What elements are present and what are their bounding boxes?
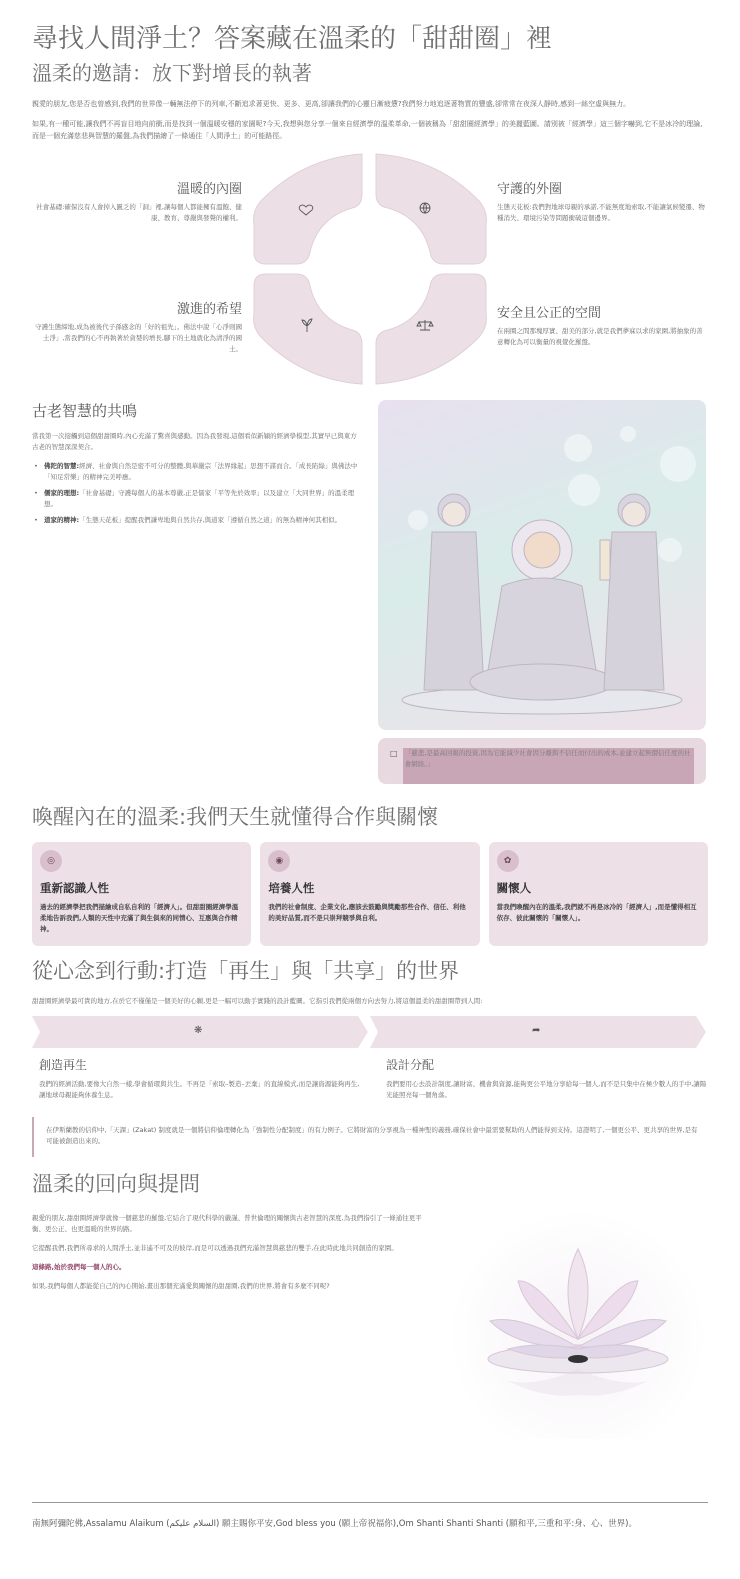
- reflect-closing: 如果,我們每個人都能從自己的內心開始,畫出那個充滿愛與關懷的甜甜圈,我們的世界,將會有多麼不同呢?: [32, 1282, 330, 1290]
- column-regenerate: [32, 1056, 361, 1101]
- quadrant-inner-circle: [32, 178, 242, 224]
- donut-segment-bl: [254, 274, 362, 384]
- card-cultivate-humanity: [260, 842, 479, 946]
- wisdom-section: [32, 400, 708, 800]
- awaken-section: [32, 802, 708, 946]
- chat-icon: □: [390, 749, 398, 758]
- list-item: [32, 515, 360, 526]
- card-rethink-humanity: [32, 842, 251, 946]
- awaken-title: 喚醒內在的溫柔:我們天生就懂得合作與關懷: [32, 805, 439, 829]
- card-text: 過去的經濟學把我們描繪成自私自利的「經濟人」。但甜甜圈經濟學溫柔地告訴我們,人類的天性中充滿了與生俱來的同情心、互惠與合作精神。: [40, 903, 239, 933]
- footer-blessing: 南無阿彌陀佛,Assalamu Alaikum (السلام عليكم) 願主賜你平安,God bless you (願上帝祝福你),Om Shanti Shanti Shanti (願和平,三重和平:身、心、世界)。: [32, 1519, 638, 1529]
- donut-segment-br: [376, 274, 486, 384]
- column-title: 創造再生: [39, 1058, 88, 1072]
- intro-paragraph: 如果,有一種可能,讓我們不再盲目地向前衝,而是找到一個溫暖安穩的家園呢?今天,我想與您分享一個來自經濟學的溫柔革命,一個被稱為「甜甜圈經濟學」的美麗藍圖。請別被「經濟學」這三個字嚇到,它不是冰冷的理論,而是一個充滿慈悲與智慧的羅盤,為我們描繪了一條通往「人間淨土」的可能路徑。: [32, 120, 703, 140]
- care-icon: ✿: [497, 850, 519, 872]
- list-item-label: 儒家的理想:: [44, 489, 80, 497]
- lotus-svg: [448, 1209, 708, 1439]
- card-title: 重新認識人性: [40, 881, 109, 895]
- donut-svg: [250, 150, 490, 388]
- column-text: 我們要用心去設計制度,讓財富、機會與資源,能夠更公平地分享給每一個人,而不是只集中在極少數人的手中,讓陽光能照亮每一個角落。: [386, 1080, 707, 1099]
- quadrant-text: 守護生態締地,成為被後代子孫感念的「好的祖先」。佛法中說「心淨則國土淨」,當我們的心不再執著於貪婪的增長,腳下的土地就化為清淨的國土。: [35, 323, 242, 353]
- quadrant-title: 安全且公正的空間: [497, 306, 602, 321]
- page-title: 尋找人間淨土？答案藏在溫柔的「甜甜圈」裡: [32, 24, 553, 54]
- page-subtitle: 溫柔的邀請：放下對增長的執著: [32, 61, 312, 85]
- reflect-text: [32, 1169, 428, 1300]
- zakat-note: [32, 1117, 708, 1157]
- action-columns: [32, 1056, 708, 1101]
- three-sages-illustration: [378, 400, 706, 730]
- list-item-text: 「社會基礎」守護每個人的基本尊嚴,正是儒家「平等先於效率」以及建立「大同世界」的溫柔理想。: [44, 489, 355, 508]
- card-title: 關懷人: [496, 881, 532, 895]
- quadrant-title: 溫暖的內圈: [176, 182, 242, 197]
- cycle-icon: ❋: [194, 1025, 203, 1036]
- quadrant-safe-space: [497, 302, 707, 348]
- reflect-section: [32, 1169, 708, 1449]
- quadrant-title: 激進的希望: [176, 302, 242, 317]
- list-item-label: 道家的精神:: [44, 516, 80, 524]
- donut-section: [32, 150, 708, 390]
- list-item-text: 「生態天花板」提醒我們謙卑地與自然共存,與道家「遵循自然之道」的無為精神何其相似。: [79, 516, 342, 524]
- donut-segment-tl: [254, 154, 362, 264]
- reflect-paragraph: 它提醒我們,我們所尋求的人間淨土,並非遙不可及的彼岸,而是可以透過我們充滿智慧與慈悲的雙手,在此時此地共同創造的家園。: [32, 1244, 398, 1252]
- quadrant-hope: [32, 298, 242, 355]
- share-icon: ➦: [532, 1025, 541, 1036]
- awaken-cards: [32, 842, 708, 946]
- list-item: [32, 461, 360, 483]
- arrow-banner: [32, 1016, 708, 1048]
- footer: [32, 1502, 708, 1531]
- quadrant-title: 守護的外圈: [497, 182, 563, 197]
- donut-diagram: [250, 150, 490, 388]
- card-title: 培養人性: [268, 881, 315, 895]
- reflect-accent: 這條路,始於我們每一個人的心。: [32, 1263, 126, 1271]
- wisdom-intro: 當我第一次接觸到這個甜甜圈時,內心充滿了驚喜與感動。因為我發現,這個看似新穎的經濟學模型,其實早已與東方古老的智慧深深契合。: [32, 432, 357, 451]
- quadrant-text: 在兩圈之間那塊厚實、甜美的部分,就是我們夢寐以求的家園,將抽象的善意轉化為可以衡量的視覺化羅盤。: [497, 327, 703, 346]
- note-text: 在伊斯蘭教的信仰中,「天課」(Zakat) 制度就是一個將信仰倫理轉化為「強制性分配制度」的有力例子。它將財富的分享視為一種神聖的義務,確保社會中最需要幫助的人們能得到支持。這證明了,一個更公平、更共享的世界,是有可能被創造出來的。: [46, 1126, 698, 1145]
- quadrant-text: 社會基礎:確保沒有人會掉入匱乏的「洞」裡,讓每個人都能擁有溫飽、健康、教育、尊嚴與發聲的權利。: [36, 203, 242, 222]
- card-caring-human: [489, 842, 708, 946]
- quadrant-outer-circle: [497, 178, 707, 224]
- action-section: [32, 956, 708, 1157]
- quote-text: 「慈悲,是最高回報的投資,因為它能減少社會因分離與不信任而付出的成本,並建立起無價信任度的社會網絡。」: [403, 748, 694, 784]
- lotus-illustration: [448, 1209, 708, 1439]
- action-lead: 甜甜圈經濟學最可貴的地方,在於它不僅僅是一個美好的心願,更是一幅可以動手實踐的設計藍圖。它指引我們從兩個方向去努力,將這個溫柔的甜甜圈帶到人間:: [32, 997, 483, 1005]
- list-item: [32, 488, 360, 510]
- action-title: 從心念到行動:打造「再生」與「共享」的世界: [32, 959, 460, 983]
- reflect-paragraph: 親愛的朋友,甜甜圈經濟學就像一個慈悲的羅盤,它結合了現代科學的嚴謹、普世倫理的關懷與古老智慧的深度,為我們指引了一條通往更平衡、更公正、也更溫暖的世界的路。: [32, 1214, 422, 1233]
- card-text: 我們的社會制度、企業文化,應該去鼓勵與獎勵那些合作、信任、利他的美好品質,而不是只崇拜競爭與自利。: [268, 903, 466, 922]
- person-icon: ◉: [268, 850, 290, 872]
- quadrant-text: 生態天花板:我們對地球母親的承諾,不能無度地索取,不能讓氣候變遷、物種消失、環境污染等問題衝破這個邊界。: [497, 203, 705, 222]
- intro: [32, 98, 708, 142]
- card-text: 當我們喚醒內在的溫柔,我們就不再是冰冷的「經濟人」,而是懂得相互依存、彼此關懷的「關懷人」。: [496, 903, 697, 922]
- intro-paragraph: 親愛的朋友,您是否也曾感到,我們的世界像一輛無法停下的列車,不斷追求著更快、更多、更高,卻讓我們的心靈日漸疲憊?我們努力地追逐著物質的豐盛,卻常常在夜深人靜時,感到一絲空虛與無力。: [32, 100, 631, 108]
- list-item-text: 經濟、社會與自然是密不可分的整體,與華嚴宗「法界緣起」思想不謀而合。「成長陷綠」與佛法中「知足常樂」的精神完美呼應。: [44, 462, 358, 481]
- column-title: 設計分配: [386, 1058, 435, 1072]
- column-text: 我們的經濟活動,要像大自然一樣,學會循環與共生。不再是「索取–製造–丟棄」的直線模式,而是讓資源能夠再生,讓地球母親能夠休養生息。: [39, 1080, 360, 1099]
- wisdom-title: 古老智慧的共鳴: [32, 402, 138, 420]
- sages-svg: [378, 400, 706, 730]
- quote-box: [378, 738, 706, 784]
- reflect-title: 溫柔的回向與提問: [32, 1172, 200, 1196]
- list-item-label: 佛陀的智慧:: [44, 462, 80, 470]
- wisdom-list: [32, 461, 360, 526]
- wisdom-text: [32, 400, 360, 531]
- column-distribute: [379, 1056, 708, 1101]
- arrow-shapes: [32, 1016, 708, 1048]
- donut-segment-tr: [376, 154, 486, 264]
- people-icon: ◎: [40, 850, 62, 872]
